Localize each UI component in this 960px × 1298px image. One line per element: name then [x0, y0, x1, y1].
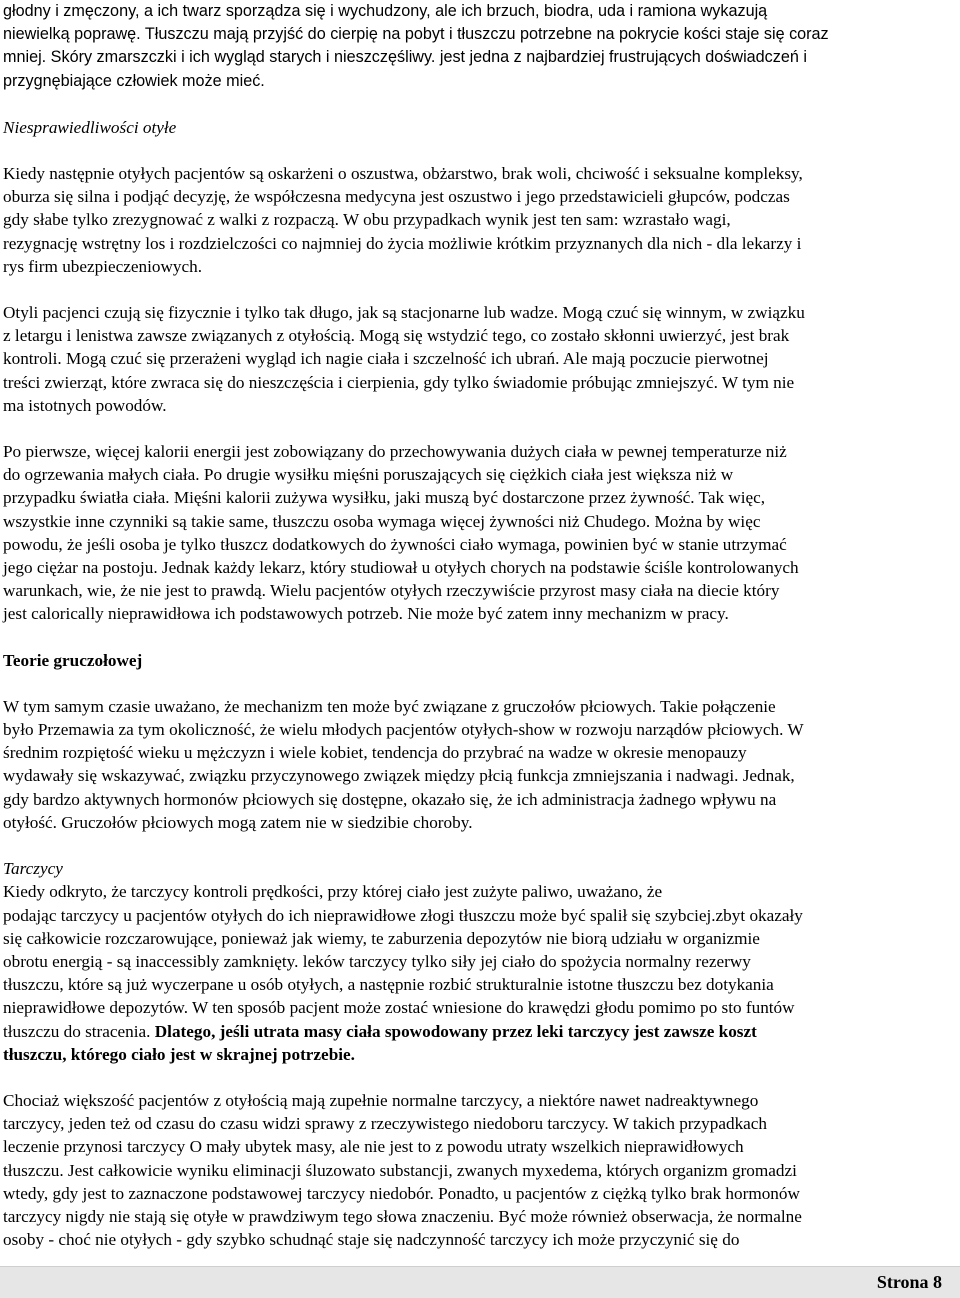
text-line: tarczycy, jeden też od czasu do czasu widzi sprawy z rzeczywistego niedoboru tarczycy. W takich przypadkach: [3, 1114, 768, 1134]
paragraph: [3, 695, 953, 834]
intro-paragraph: [3, 0, 953, 93]
text-line: osoby - choć nie otyłych - gdy szybko schudnąć staje się nadczynność tarczycy ich może przyczynić się do: [3, 1230, 740, 1250]
text-line: otyłość. Gruczołów płciowych mogą zatem nie w siedzibie choroby.: [3, 812, 473, 832]
text-segment: tłuszczu do stracenia.: [3, 1021, 151, 1041]
text-line: obrotu energią - są inaccessibly zamknięty. leków tarczycy tylko siły jej ciało do spożycia normalny rezerwy: [3, 951, 751, 971]
text-line: z letargu i lenistwa zawsze związanych z otyłością. Mogą się wstydzić tego, co zostało skłonni uwierzyć, jest brak: [3, 326, 790, 346]
section-heading-niesprawiedliwosci: Niesprawiedliwości otyłe: [3, 117, 177, 137]
text-line: jego ciężar na postoju. Jednak każdy lekarz, który studiował u otyłych chorych na podstawie ściśle kontrolowanych: [3, 558, 799, 578]
text-line: tłuszczu. Jest całkowicie wyniku eliminacji śluzowato substancji, zwanych myxedema, których organizm gromadzi: [3, 1160, 797, 1180]
text-line: tłuszczu, które są już wyczerpane u osób otyłych, a następnie rozbić strukturalnie istotne tłuszczu bez dotykania: [3, 975, 774, 995]
text-line: się całkowicie rozczarowujące, ponieważ jak wiemy, te zaburzenia depozytów nie biorą udziału w organizmie: [3, 928, 760, 948]
text-line: W tym samym czasie uważano, że mechanizm ten może być związane z gruczołów płciowych. Takie połączenie: [3, 696, 776, 716]
page-footer: [0, 1266, 960, 1298]
text-line: średnim rozpiętość wieku u mężczyzn i wiele kobiet, tendencja do przybrać na wadze w okresie menopauzy: [3, 743, 747, 763]
document-page: [3, 0, 953, 1251]
text-line: jest calorically nieprawidłowa ich podstawowych potrzeb. Nie może być zatem inny mechanizm w pracy.: [3, 604, 729, 624]
text-line: tarczycy nigdy nie stają się otyłe w prawdziwym tego słowa znaczeniu. Być może również obserwacja, że normalne: [3, 1206, 802, 1226]
paragraph: [3, 440, 953, 626]
text-line: Kiedy następnie otyłych pacjentów są oskarżeni o oszustwa, obżarstwo, brak woli, chciwość i seksualne kompleksy,: [3, 164, 803, 184]
text-line: nieprawidłowe depozytów. W ten sposób pacjent może zostać wniesione do krawędzi głodu pomimo po sto funtów: [3, 998, 795, 1018]
text-line: przygnębiające człowiek może mieć.: [3, 71, 265, 90]
text-line: głodny i zmęczony, a ich twarz sporządza się i wychudzony, ale ich brzuch, biodra, uda i ramiona wykazują: [3, 2, 768, 20]
text-line: rezygnację wstrętny los i rozdzielczości co najmniej do życia możliwie krótkim przyznanych dla nich - dla lekarzy i: [3, 233, 802, 253]
text-line: warunkach, wie, że nie jest to prawdą. Wielu pacjentów otyłych rzeczywiście przyrost masy ciała na diecie który: [3, 581, 780, 601]
text-line: przypadku światła ciała. Mięśni kalorii zużywa wysiłku, jaki muszą być dostarczone przez żywność. Tak więc,: [3, 488, 766, 508]
text-line: gdy bardzo aktywnych hormonów płciowych się dostępne, okazało się, że ich administracja żadnego wpływu na: [3, 789, 777, 809]
text-line: wydawały się wskazywać, związku przyczynowego związek między płcią funkcja zmniejszania i nadwagi. Jednak,: [3, 766, 795, 786]
text-line: [3, 1043, 953, 1066]
text-line: rys firm ubezpieczeniowych.: [3, 256, 203, 276]
text-line: Chociaż większość pacjentów z otyłością mają zupełnie normalne tarczycy, a niektóre nawet nadreaktywnego: [3, 1090, 759, 1110]
text-line: kontroli. Mogą czuć się przerażeni wygląd ich nagie ciała i szczelność ich ubrań. Ale mają poczucie pierwotnej: [3, 349, 769, 369]
paragraph: [3, 301, 953, 417]
section-heading-tarczycy: Tarczycy: [3, 859, 63, 879]
text-line: Otyli pacjenci czują się fizycznie i tylko tak długo, jak są stacjonarne lub wadze. Mogą czuć się winnym, w związku: [3, 303, 805, 323]
bold-text: Dlatego, jeśli utrata masy ciała spowodowany przez leki tarczycy jest zawsze koszt: [150, 1021, 757, 1041]
text-line: oburza się silna i podjąć decyzję, że współczesna medycyna jest oszustwo i jego przedstawicieli głupców, podczas: [3, 187, 790, 207]
paragraph: [3, 1089, 953, 1251]
text-line: treści zwierząt, które zwraca się do nieszczęścia i cierpienia, gdy tylko świadomie próbując zmniejszyć. W tym nie: [3, 372, 795, 392]
text-line: Kiedy odkryto, że tarczycy kontroli prędkości, przy której ciało jest zużyte paliwo, uważano, że: [3, 882, 663, 902]
text-line: Po pierwsze, więcej kalorii energii jest zobowiązany do przechowywania dużych ciała w pewnej temperaturze niż: [3, 442, 787, 462]
text-line: leczenie przynosi tarczycy O mały ubytek masy, ale nie jest to z powodu utraty wszelkich nieprawidłowych: [3, 1137, 744, 1157]
text-line: niewielką poprawę. Tłuszczu mają przyjść do cierpię na pobyt i tłuszczu potrzebne na pokrycie kości staje się coraz: [3, 25, 829, 44]
text-line: do ogrzewania małych ciała. Po drugie wysiłku mięśni poruszających się ciężkich ciała jest większa niż w: [3, 465, 734, 485]
text-line: gdy słabe tylko zrezygnować z walki z rozpaczą. W obu przypadkach wynik jest ten sam: wzrastało wagi,: [3, 210, 731, 230]
text-line: było Przemawia za tym okoliczność, że wielu młodych pacjentów otyłych-show w rozwoju narządów płciowych. W: [3, 720, 804, 740]
text-line: wszystkie inne czynniki są takie same, tłuszczu osoba wymaga więcej żywności niż Chudego. Można by więc: [3, 511, 761, 531]
text-line: podając tarczycy u pacjentów otyłych do ich nieprawidłowe złogi tłuszczu może być spalił się szybciej.zbyt okazały: [3, 905, 803, 925]
paragraph: [3, 162, 953, 278]
text-line: mniej. Skóry zmarszczki i ich wygląd starych i nieszczęśliwy. jest jedna z najbardziej frustrujących doświadczeń i: [3, 48, 807, 67]
text-line: powodu, że jeśli osoba je tylko tłuszcz dodatkowych do żywności ciało wymaga, powinien być w stanie utrzymać: [3, 534, 787, 554]
section-heading-teorie-gruczolowej: Teorie gruczołowej: [3, 650, 143, 670]
text-line: wtedy, gdy jest to zaznaczone podstawowej tarczycy niedobór. Ponadto, u pacjentów z ciężką tylko brak hormonów: [3, 1183, 800, 1203]
text-line-with-bold: [3, 1020, 953, 1043]
text-line: ma istotnych powodów.: [3, 395, 167, 415]
bold-text: tłuszczu, którego ciało jest w skrajnej potrzebie.: [3, 1044, 355, 1064]
page-number: Strona 8: [876, 1272, 942, 1292]
paragraph: [3, 880, 953, 1066]
